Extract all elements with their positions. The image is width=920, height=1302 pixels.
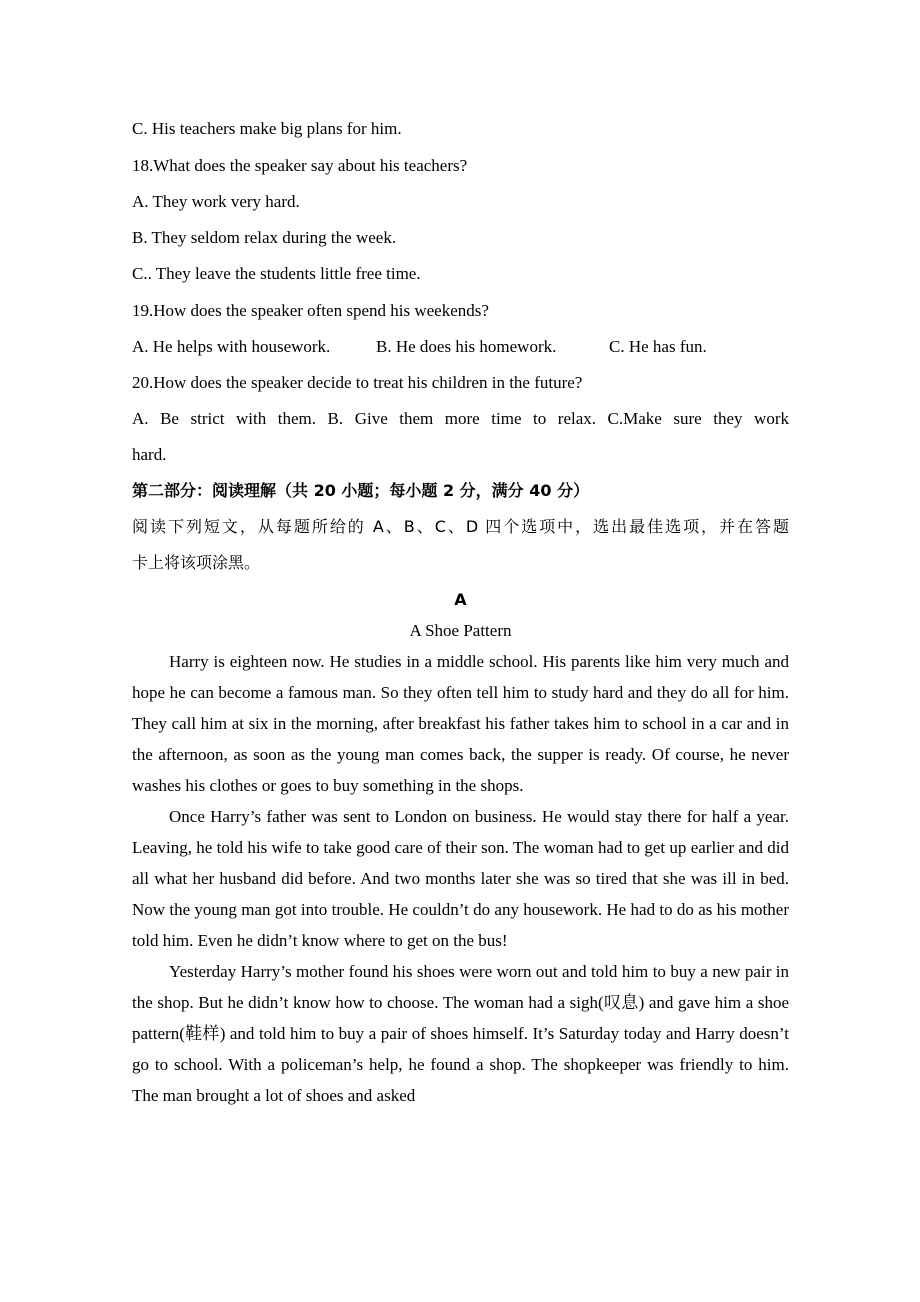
q18-option-b: B. They seldom relax during the week. — [132, 228, 397, 247]
q19-option-b: B. He does his homework. — [376, 337, 557, 356]
q20-options-line1: A. Be strict with them. B. Give them more time to relax. C.Make sure they work — [132, 409, 789, 428]
passage-body — [132, 646, 789, 1111]
q18-question: 18.What does the speaker say about his teachers? — [132, 156, 468, 175]
q19-option-c: C. He has fun. — [609, 337, 707, 356]
instructions-line1: 阅读下列短文，从每题所给的 A、B、C、D 四个选项中，选出最佳选项，并在答题 — [132, 517, 789, 536]
q19-question: 19.How does the speaker often spend his weekends? — [132, 301, 489, 320]
q17-option-c: C. His teachers make big plans for him. — [132, 119, 402, 138]
q18-option-a: A. They work very hard. — [132, 192, 300, 211]
q20-options-line2: hard. — [132, 445, 167, 464]
section-title: 第二部分：阅读理解（共 20 小题；每小题 2 分，满分 40 分） — [132, 481, 590, 500]
q19-option-a: A. He helps with housework. — [132, 337, 331, 356]
passage-paragraph-2: Once Harry’s father was sent to London on business. He would stay there for half a year. Leaving, he told his wife to take good care of their son. The woman had to get up earlier and did all what her husband did before. And two months later she was so tired that she was ill in bed. Now the young man got into trouble. He couldn’t do any housework. He had to do as his mother told him. Even he didn’t know where to get on the bus! — [132, 807, 789, 950]
q18-option-c: C.. They leave the students little free time. — [132, 264, 421, 283]
instructions-line2: 卡上将该项涂黑。 — [132, 553, 261, 572]
q19-options — [132, 337, 789, 357]
passage-label: A — [454, 590, 467, 609]
passage-paragraph-3: Yesterday Harry’s mother found his shoes were worn out and told him to buy a new pair in the shop. But he didn’t know how to choose. The woman had a sigh(叹息) and gave him a shoe pattern(鞋样) and told him to buy a pair of shoes himself. It’s Saturday today and Harry doesn’t go to school. With a policeman’s help, he found a shop. The shopkeeper was friendly to him. The man brought a lot of shoes and asked — [132, 962, 789, 1105]
passage-paragraph-1: Harry is eighteen now. He studies in a middle school. His parents like him very much and hope he can become a famous man. So they often tell him to study hard and they do all for him. They call him at six in the morning, after breakfast his father takes him to school in a car and in the afternoon, as soon as the young man comes back, the supper is ready. Of course, he never washes his clothes or goes to buy something in the shops. — [132, 652, 789, 795]
q20-question: 20.How does the speaker decide to treat his children in the future? — [132, 373, 583, 392]
passage-title: A Shoe Pattern — [409, 621, 512, 640]
